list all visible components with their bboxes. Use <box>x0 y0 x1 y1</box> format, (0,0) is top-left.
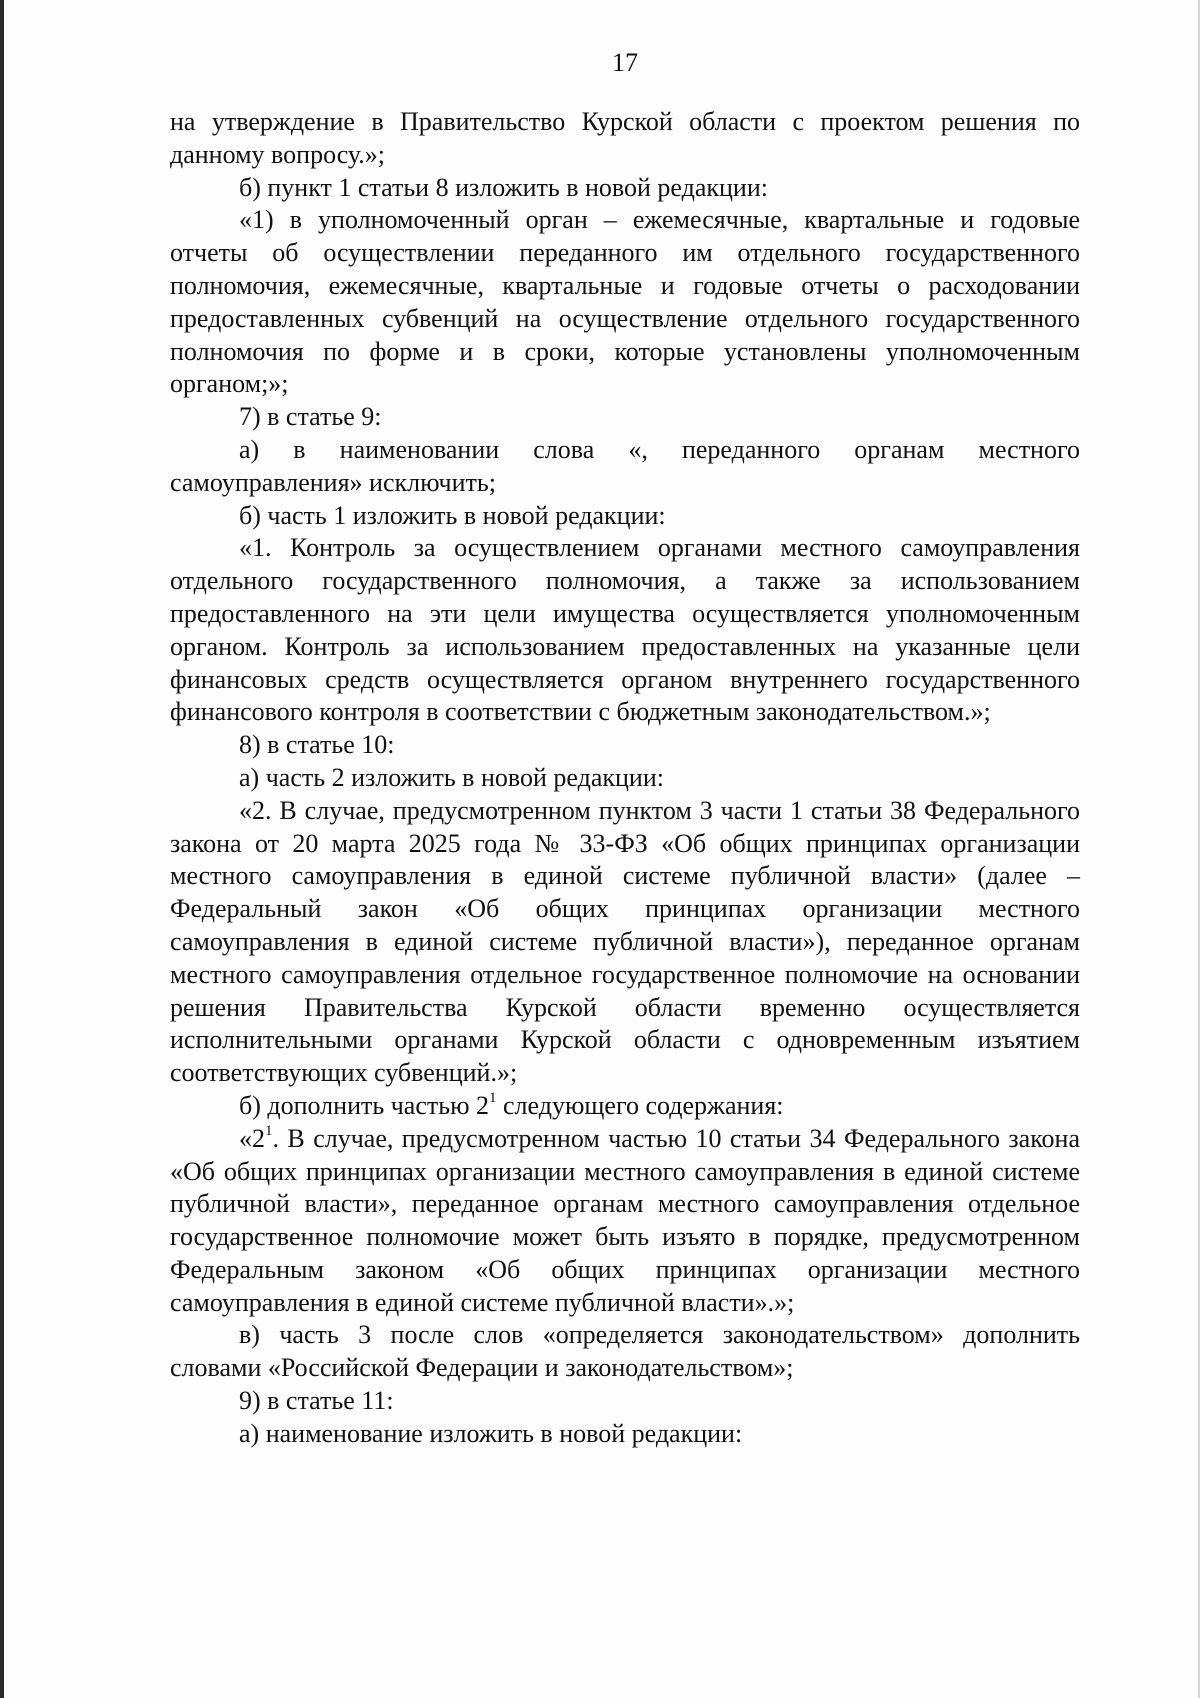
paragraph-text-before: «2 <box>239 1123 265 1153</box>
superscript: 1 <box>489 1090 497 1107</box>
paragraph: 7) в статье 9: <box>239 402 382 432</box>
paragraph: а) часть 2 изложить в новой редакции: <box>239 762 664 792</box>
paragraph <box>170 1123 1080 1320</box>
paragraph: 8) в статье 10: <box>239 730 395 760</box>
paragraph-text-after: следующего содержания: <box>496 1090 784 1120</box>
paragraph: «2. В случае, предусмотренном пунктом 3 части 1 статьи 38 Федерального закона от 20 марта 2025 года № 33-ФЗ «Об общих принципах организации местного самоуправления в единой системе публичной власти» (далее – Федеральный закон «Об общих принципах организации местного самоуправления в единой системе публичной власти»), переданное органам местного самоуправления отдельное государственное полномочие на основании решения Правительства Курской области временно осуществляется исполнительными органами Курской области с одновременным изъятием соответствующих субвенций.»; <box>170 795 1080 1088</box>
paragraph: а) наименование изложить в новой редакции: <box>239 1418 743 1448</box>
paragraph: «1. Контроль за осуществлением органами местного самоуправления отдельного государственного полномочия, а также за использованием предоставленного на эти цели имущества осуществляется уполномоченным органом. Контроль за использованием предоставленных на указанные цели финансовых средств осуществляется органом внутреннего государственного финансового контроля в соответствии с бюджетным законодательством.»; <box>170 533 1080 727</box>
superscript: 1 <box>265 1123 273 1140</box>
paragraph: 9) в статье 11: <box>239 1386 394 1416</box>
paragraph: б) пункт 1 статьи 8 изложить в новой редакции: <box>239 172 768 202</box>
paragraph: «1) в уполномоченный орган – ежемесячные, квартальные и годовые отчеты об осуществлении переданного им отдельного государственного полномочия, ежемесячные, квартальные и годовые отчеты о расходовании предоставленных субвенций на осуществление отдельного государственного полномочия по форме и в сроки, которые установлены уполномоченным органом;»; <box>170 205 1080 399</box>
paragraph: а) в наименовании слова «, переданного органам местного самоуправления» исключить; <box>170 434 1080 497</box>
paragraph: б) часть 1 изложить в новой редакции: <box>239 500 666 530</box>
paragraph: на утверждение в Правительство Курской области с проектом решения по данному вопросу.»; <box>170 107 1080 169</box>
scan-left-edge <box>0 0 4 1698</box>
paragraph-text-after: . В случае, предусмотренном частью 10 статьи 34 Федерального закона «Об общих принципах организации местного самоуправления в единой системе публичной власти», переданное органам местного самоуправления отдельное государственное полномочие может быть изъято в порядке, предусмотренном Федеральным законом «Об общих принципах организации местного самоуправления в единой системе публичной власти».»; <box>170 1123 1080 1317</box>
paragraph <box>170 1090 1080 1123</box>
paragraph: в) часть 3 после слов «определяется законодательством» дополнить словами «Российской Федерации и законодательством»; <box>170 1320 1080 1383</box>
paragraph-text-before: б) дополнить частью 2 <box>239 1090 490 1120</box>
document-body <box>170 106 1080 1451</box>
page-number: 17 <box>612 48 638 77</box>
